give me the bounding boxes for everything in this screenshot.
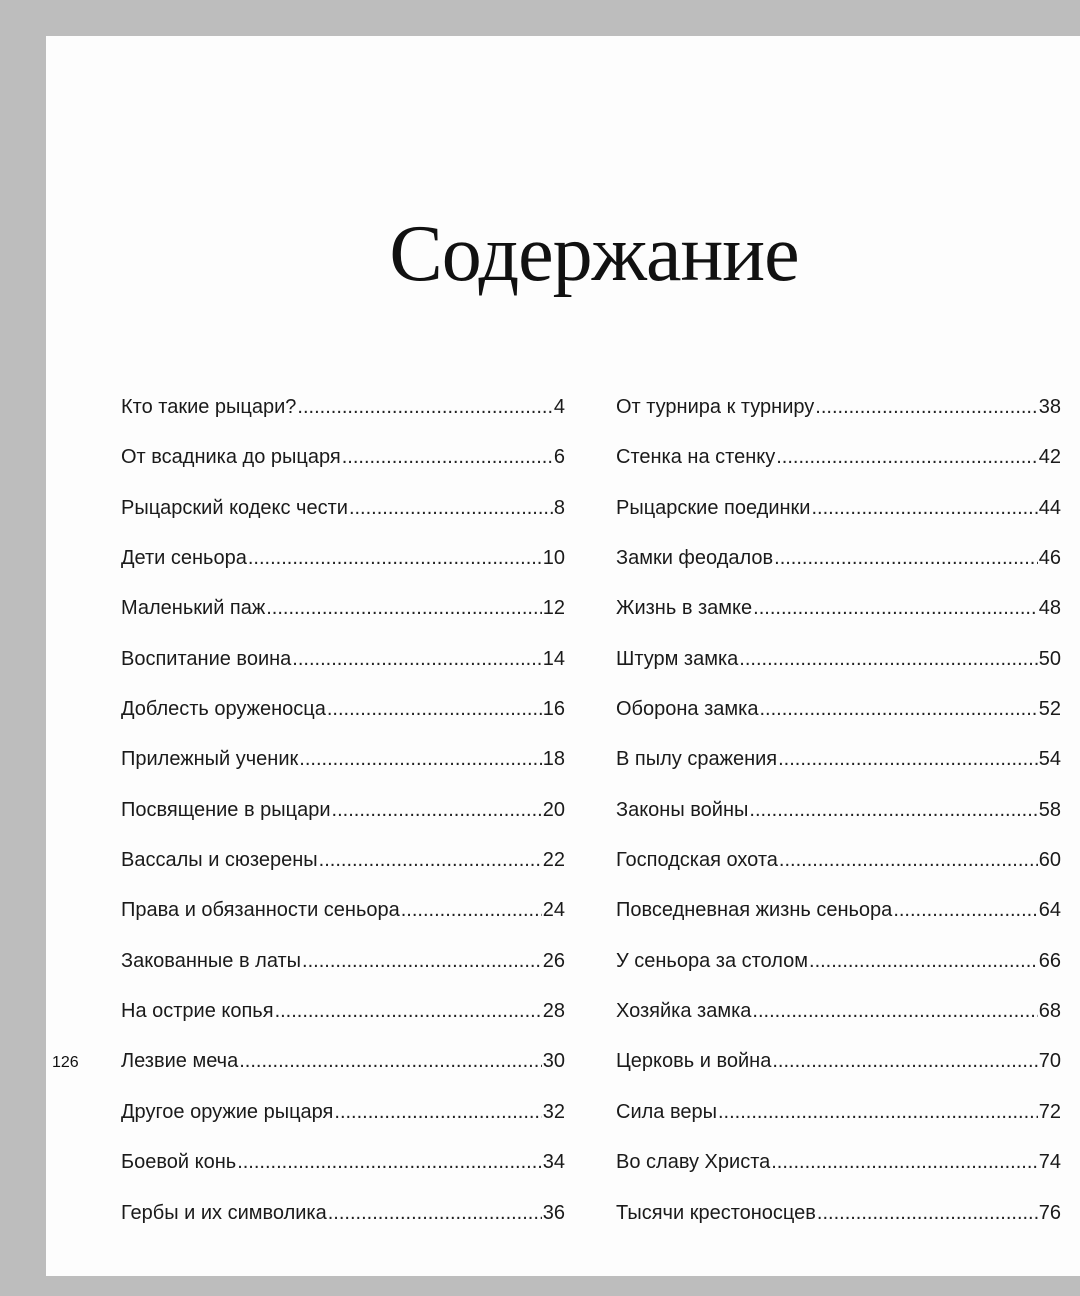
toc-entry-page: 50 — [1038, 647, 1061, 670]
toc-entry[interactable] — [616, 396, 1061, 446]
dot-leader — [893, 899, 1037, 922]
toc-entry-page: 74 — [1038, 1151, 1061, 1174]
toc-entry-page: 12 — [542, 597, 565, 620]
dot-leader — [817, 1202, 1038, 1225]
dot-leader — [753, 597, 1038, 620]
toc-entry[interactable] — [121, 899, 565, 949]
toc-entry-title: У сеньора за столом — [616, 949, 809, 972]
toc-entry[interactable] — [121, 1151, 565, 1201]
toc-entry-title: Доблесть оруженосца — [121, 698, 326, 721]
toc-entry-page: 48 — [1038, 597, 1061, 620]
toc-entry-page: 16 — [542, 698, 565, 721]
dot-leader — [401, 899, 542, 922]
toc-entry-title: Церковь и война — [616, 1050, 772, 1073]
toc-entry[interactable] — [616, 1101, 1061, 1151]
toc-entry-title: Жизнь в замке — [616, 597, 753, 620]
toc-entry-title: Лезвие меча — [121, 1050, 239, 1073]
toc-entry[interactable] — [121, 950, 565, 1000]
dot-leader — [772, 1050, 1037, 1073]
toc-entry-page: 18 — [542, 748, 565, 771]
dot-leader — [328, 1202, 542, 1225]
toc-entry[interactable] — [121, 497, 565, 547]
toc-entry-page: 32 — [542, 1100, 565, 1123]
dot-leader — [332, 799, 542, 822]
toc-entry[interactable] — [616, 849, 1061, 899]
dot-leader — [237, 1151, 542, 1174]
toc-entry-page: 10 — [542, 547, 565, 570]
page-number: 126 — [52, 1054, 79, 1071]
toc-entry-page: 72 — [1038, 1100, 1061, 1123]
toc-entry-title: Господская охота — [616, 849, 778, 872]
toc-entry-page: 26 — [542, 949, 565, 972]
toc-entry[interactable] — [616, 597, 1061, 647]
toc-entry[interactable] — [616, 1050, 1061, 1100]
toc-entry[interactable] — [616, 1151, 1061, 1201]
toc-entry-page: 44 — [1038, 496, 1061, 519]
dot-leader — [815, 396, 1037, 419]
dot-leader — [349, 497, 553, 520]
toc-entry-title: Вассалы и сюзерены — [121, 849, 318, 872]
toc-entry[interactable] — [121, 1050, 565, 1100]
toc-entry-page: 54 — [1038, 748, 1061, 771]
toc-entry-page: 38 — [1038, 396, 1061, 418]
toc-entry-page: 70 — [1038, 1050, 1061, 1073]
toc-entry-title: Гербы и их символика — [121, 1201, 327, 1224]
toc-entry[interactable] — [121, 1202, 565, 1252]
toc-entry-title: Другое оружие рыцаря — [121, 1100, 334, 1123]
dot-leader — [299, 748, 541, 771]
toc-entry-title: Оборона замка — [616, 698, 759, 721]
toc-entry-title: Маленький паж — [121, 597, 266, 620]
dot-leader — [275, 1000, 542, 1023]
toc-entry-title: От всадника до рыцаря — [121, 446, 341, 469]
toc-entry-page: 76 — [1038, 1201, 1061, 1224]
toc-entry-page: 4 — [553, 396, 565, 418]
toc-entry-title: Повседневная жизнь сеньора — [616, 899, 893, 922]
dot-leader — [759, 698, 1037, 721]
toc-entry-page: 14 — [542, 647, 565, 670]
toc-entry-page: 28 — [542, 1000, 565, 1023]
dot-leader — [776, 446, 1038, 469]
dot-leader — [297, 396, 552, 419]
toc-entry[interactable] — [616, 547, 1061, 597]
toc-entry-title: Рыцарский кодекс чести — [121, 496, 348, 519]
toc-entry[interactable] — [121, 698, 565, 748]
toc-entry[interactable] — [616, 497, 1061, 547]
toc-entry[interactable] — [616, 446, 1061, 496]
toc-entry-page: 60 — [1038, 849, 1061, 872]
toc-entry-page: 24 — [542, 899, 565, 922]
toc-entry-title: Стенка на стенку — [616, 446, 776, 469]
toc-entry-page: 6 — [553, 446, 565, 469]
toc-entry-title: Боевой конь — [121, 1151, 237, 1174]
dot-leader — [774, 547, 1038, 570]
toc-entry-title: На острие копья — [121, 1000, 274, 1023]
toc-entry[interactable] — [121, 1000, 565, 1050]
toc-entry-page: 22 — [542, 849, 565, 872]
toc-left-column — [121, 396, 565, 1252]
toc-entry-page: 58 — [1038, 798, 1061, 821]
toc-entry-title: Права и обязанности сеньора — [121, 899, 400, 922]
toc-entry[interactable] — [121, 849, 565, 899]
toc-entry-title: Сила веры — [616, 1100, 717, 1123]
toc-entry-title: Рыцарские поединки — [616, 496, 811, 519]
toc-entry-title: Дети сеньора — [121, 547, 247, 570]
toc-entry[interactable] — [121, 648, 565, 698]
toc-entry[interactable] — [616, 648, 1061, 698]
toc-entry[interactable] — [616, 799, 1061, 849]
toc-entry-page: 34 — [542, 1151, 565, 1174]
toc-entry-page: 66 — [1038, 949, 1061, 972]
dot-leader — [342, 446, 553, 469]
dot-leader — [778, 748, 1038, 771]
toc-entry-title: Закованные в латы — [121, 949, 302, 972]
toc-entry[interactable] — [121, 396, 565, 446]
toc-entry[interactable] — [616, 899, 1061, 949]
toc-entry-title: Воспитание воина — [121, 647, 292, 670]
toc-entry-page: 68 — [1038, 1000, 1061, 1023]
toc-entry-title: Хозяйка замка — [616, 1000, 752, 1023]
dot-leader — [248, 547, 542, 570]
toc-entry[interactable] — [121, 597, 565, 647]
toc-entry-title: Замки феодалов — [616, 547, 774, 570]
toc-entry[interactable] — [121, 748, 565, 798]
toc-entry-page: 30 — [542, 1050, 565, 1073]
dot-leader — [327, 698, 542, 721]
toc-entry-title: Кто такие рыцари? — [121, 396, 297, 418]
dot-leader — [752, 1000, 1037, 1023]
toc-entry-title: Штурм замка — [616, 647, 739, 670]
toc-entry-title: Во славу Христа — [616, 1151, 771, 1174]
dot-leader — [266, 597, 542, 620]
toc-entry[interactable] — [616, 950, 1061, 1000]
toc-entry-title: Прилежный ученик — [121, 748, 299, 771]
dot-leader — [302, 950, 542, 973]
toc-entry-title: В пылу сражения — [616, 748, 778, 771]
dot-leader — [319, 849, 542, 872]
dot-leader — [771, 1151, 1038, 1174]
toc-entry-page: 36 — [542, 1201, 565, 1224]
toc-entry-page: 20 — [542, 798, 565, 821]
page-title: Содержание — [389, 210, 799, 298]
toc-entry-title: Тысячи крестоносцев — [616, 1201, 816, 1224]
toc-right-column — [616, 396, 1061, 1252]
toc-entry-page: 52 — [1038, 698, 1061, 721]
dot-leader — [749, 799, 1037, 822]
dot-leader — [718, 1101, 1038, 1124]
toc-entry[interactable] — [616, 1202, 1061, 1252]
toc-entry-title: Посвящение в рыцари — [121, 798, 331, 821]
toc-entry[interactable] — [121, 1101, 565, 1151]
dot-leader — [334, 1101, 541, 1124]
toc-entry[interactable] — [616, 698, 1061, 748]
toc-entry-page: 42 — [1038, 446, 1061, 469]
toc-entry-page: 46 — [1038, 547, 1061, 570]
toc-entry[interactable] — [121, 446, 565, 496]
toc-entry-page: 8 — [553, 496, 565, 519]
toc-entry-title: Законы войны — [616, 798, 749, 821]
toc-entry[interactable] — [121, 799, 565, 849]
dot-leader — [239, 1050, 542, 1073]
toc-entry[interactable] — [616, 1000, 1061, 1050]
book-page — [46, 36, 1080, 1276]
dot-leader — [739, 648, 1037, 671]
toc-entry-page: 64 — [1038, 899, 1061, 922]
toc-entry[interactable] — [616, 748, 1061, 798]
toc-entry-title: От турнира к турниру — [616, 396, 815, 418]
dot-leader — [292, 648, 541, 671]
toc-entry[interactable] — [121, 547, 565, 597]
dot-leader — [809, 950, 1038, 973]
dot-leader — [779, 849, 1038, 872]
dot-leader — [811, 497, 1037, 520]
